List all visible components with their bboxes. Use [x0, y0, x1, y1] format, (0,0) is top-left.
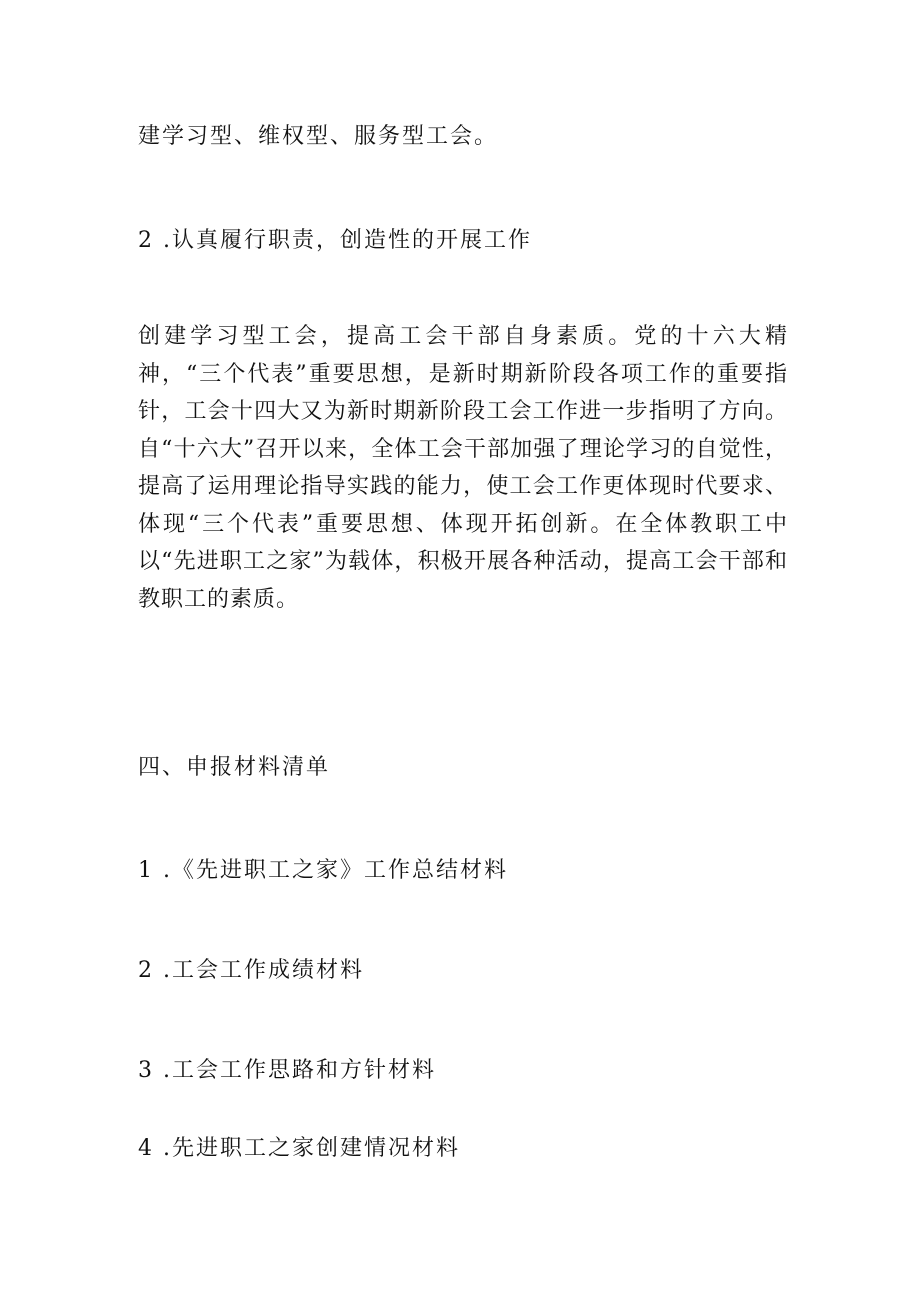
intro-line: 建学习型、维权型、服务型工会。	[138, 124, 499, 149]
section-heading-2: 2 .认真履行职责，创造性的开展工作	[138, 228, 532, 253]
material-item-1: 1 .《先进职工之家》工作总结材料	[138, 858, 508, 883]
section-2-body: 创建学习型工会，提高工会干部自身素质。党的十六大精神，“三个代表”重要思想，是新时期新阶段各项工作的重要指针，工会十四大又为新时期新阶段工会工作进一步指明了方向。自“十六大”召开以来，全体工会干部加强了理论学习的自觉性，提高了运用理论指导实践的能力，使工会工作更体现时代要求、体现“三个代表”重要思想、体现开拓创新。在全体教职工中以“先进职工之家”为载体，积极开展各种活动，提高工会干部和教职工的素质。	[138, 324, 788, 612]
material-item-2: 2 .工会工作成绩材料	[138, 958, 364, 983]
section-heading-4: 四、申报材料清单	[138, 755, 331, 780]
material-item-3: 3 .工会工作思路和方针材料	[138, 1058, 436, 1083]
material-item-4: 4 .先进职工之家创建情况材料	[138, 1136, 460, 1161]
